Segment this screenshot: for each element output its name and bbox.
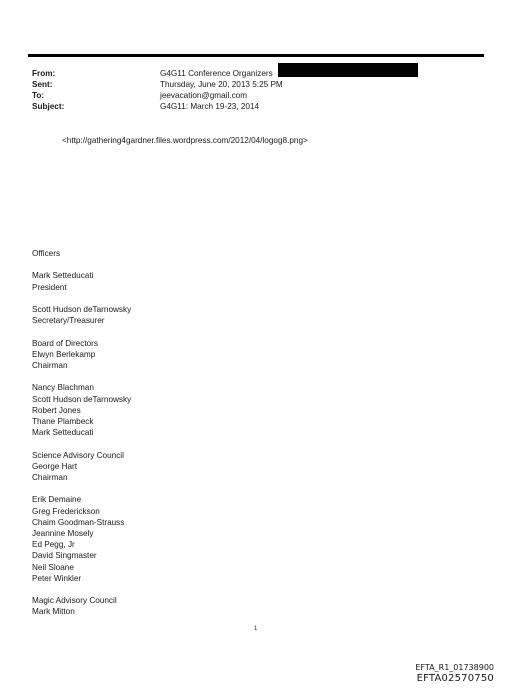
body-line: Board of Directors	[32, 338, 98, 348]
page-number: 1	[254, 626, 258, 632]
body-line: Chaim Goodman-Strauss	[32, 517, 125, 527]
from-value: G4G11 Conference Organizers	[160, 69, 273, 78]
blank-line	[32, 259, 332, 270]
blank-line	[32, 483, 332, 494]
body-line: Magic Advisory Council	[32, 596, 117, 606]
body-line: President	[32, 282, 67, 292]
to-value: jeevacation@gmail.com	[160, 91, 248, 100]
blank-line	[32, 326, 332, 337]
blank-line	[32, 293, 332, 304]
body-line: Ed Pegg, Jr	[32, 540, 75, 550]
from-label: From:	[32, 69, 56, 78]
body-line: Thane Plambeck	[32, 416, 94, 426]
body-line: Greg Frederickson	[32, 506, 100, 516]
document-reference-small: EFTA_R1_01738900	[415, 663, 494, 672]
body-line: Secretary/Treasurer	[32, 316, 105, 326]
body-line: Science Advisory Council	[32, 450, 124, 460]
body-line: Mark Setteducati	[32, 428, 94, 438]
redaction-box	[278, 63, 418, 77]
to-label: To:	[32, 91, 45, 100]
sent-label: Sent:	[32, 80, 53, 89]
body-line: Jeannine Mosely	[32, 528, 94, 538]
body-line: Elwyn Berlekamp	[32, 349, 96, 359]
body-line: Scott Hudson deTarnowsky	[32, 304, 132, 314]
document-reference-large: EFTA02570750	[416, 673, 494, 684]
body-line: Nancy Blachman	[32, 383, 94, 393]
subject-label: Subject:	[32, 102, 65, 111]
sent-value: Thursday, June 20, 2013 5:25 PM	[160, 80, 283, 89]
body-line: Mark Mitton	[32, 607, 75, 617]
subject-value: G4G11: March 19-23, 2014	[160, 102, 260, 111]
body-line: George Hart	[32, 461, 78, 471]
logo-image-link: <http://gathering4gardner.files.wordpress.com/2012/04/logog8.png>	[62, 136, 308, 145]
header-rule	[28, 54, 484, 57]
body-line: Chairman	[32, 360, 68, 370]
email-body	[32, 248, 332, 618]
blank-line	[32, 371, 332, 382]
body-line: David Singmaster	[32, 551, 97, 561]
body-line: Officers	[32, 249, 61, 258]
body-line: Mark Setteducati	[32, 271, 94, 281]
body-line: Erik Demaine	[32, 495, 82, 505]
body-line: Robert Jones	[32, 405, 81, 415]
body-line: Scott Hudson deTarnowsky	[32, 394, 132, 404]
body-line: Peter Winkler	[32, 573, 82, 583]
blank-line	[32, 584, 332, 595]
body-line: Neil Sloane	[32, 562, 74, 572]
blank-line	[32, 438, 332, 449]
body-line: Chairman	[32, 472, 68, 482]
